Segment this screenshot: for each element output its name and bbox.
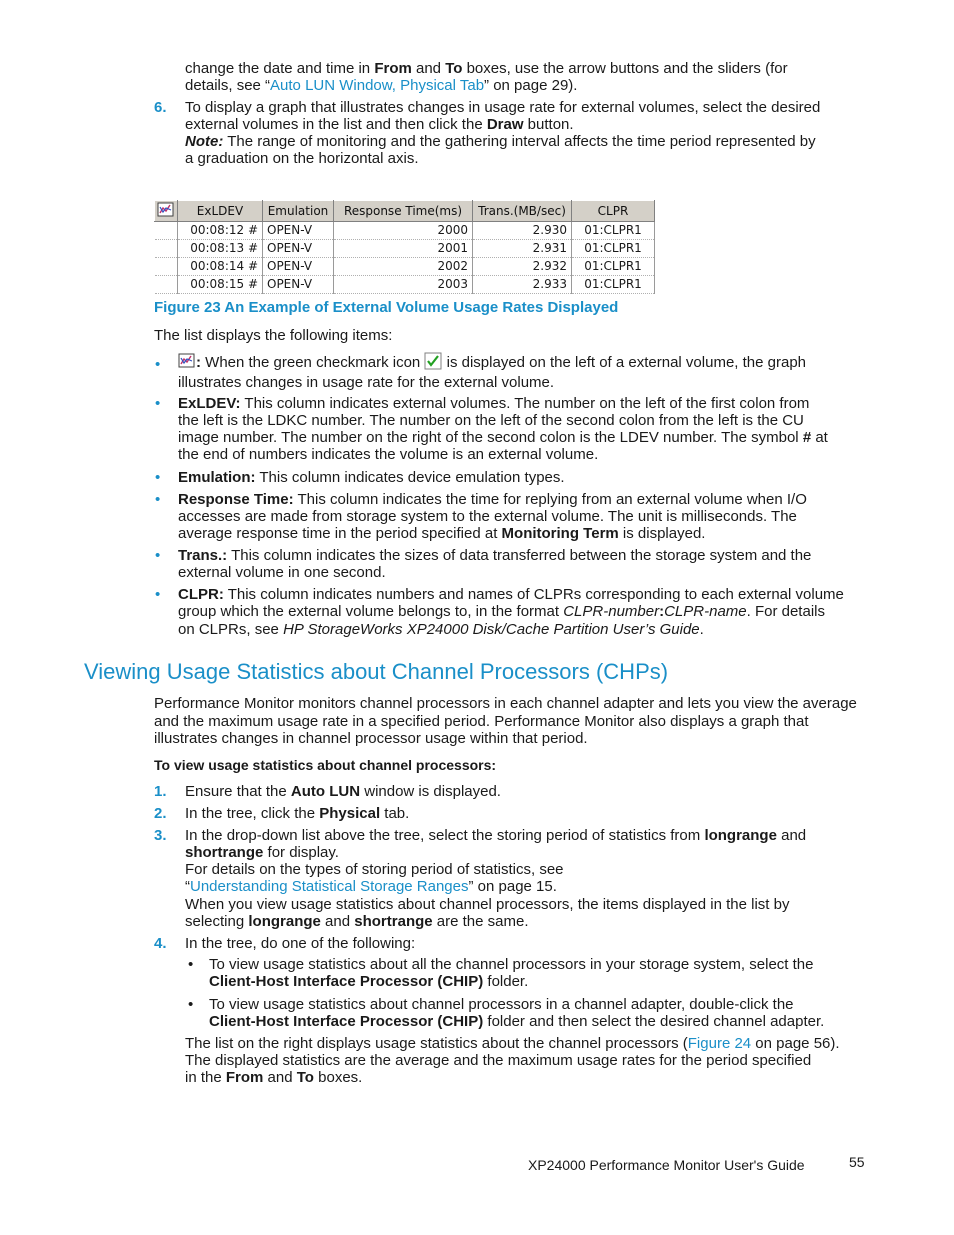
response-time-column-header[interactable]: Response Time(ms) — [334, 201, 473, 222]
step-3-line-6: selecting longrange and shortrange are the same. — [185, 913, 529, 930]
bullet-marker: • — [155, 469, 161, 486]
graph-checkbox-cell[interactable] — [155, 240, 178, 258]
bullet-clpr: CLPR: This column indicates numbers and names of CLPRs corresponding to each external volume — [178, 586, 844, 603]
bullet-marker: • — [155, 491, 161, 508]
exldev-cell: 00:08:12 # — [178, 222, 263, 240]
step-3-line-2: shortrange for display. — [185, 844, 339, 861]
step-3-line-3: For details on the types of storing period of statistics, see — [185, 861, 564, 878]
response-time-cell: 2002 — [334, 258, 473, 276]
step-3-line-1: In the drop-down list above the tree, select the storing period of statistics from longrange and — [185, 827, 807, 844]
auto-lun-window-link[interactable]: Auto LUN Window, Physical Tab — [270, 77, 485, 94]
figure-24-link[interactable]: Figure 24 — [687, 1035, 752, 1052]
table-header-row — [155, 201, 655, 222]
exldev-cell: 00:08:13 # — [178, 240, 263, 258]
intro-line-1: change the date and time in From and To boxes, use the arrow buttons and the sliders (for — [185, 60, 788, 77]
step-2-number: 2. — [154, 805, 167, 822]
bullet-graph-icon-item: : When the green checkmark icon is displayed on the left of a external volume, the graph — [178, 352, 806, 371]
step-3-number: 3. — [154, 827, 167, 844]
intro-line-2: details, see “Auto LUN Window, Physical Tab” on page 29). — [185, 77, 578, 94]
statistical-storage-ranges-link[interactable]: Understanding Statistical Storage Ranges — [190, 878, 469, 895]
bullet-marker: • — [155, 547, 161, 564]
procedure-heading: To view usage statistics about channel processors: — [154, 757, 497, 773]
exldev-column-header[interactable]: ExLDEV — [178, 201, 263, 222]
step-3-line-4: “Understanding Statistical Storage Ranges” on page 15. — [185, 878, 557, 895]
green-checkmark-icon — [424, 352, 442, 370]
bullet-exldev: ExLDEV: This column indicates external volumes. The number on the left of the first colon from — [178, 395, 810, 412]
emulation-cell: OPEN-V — [263, 258, 334, 276]
trans-cell: 2.932 — [473, 258, 572, 276]
trans-cell: 2.930 — [473, 222, 572, 240]
footer-title: XP24000 Performance Monitor User's Guide — [528, 1157, 805, 1173]
exldev-cell: 00:08:15 # — [178, 276, 263, 294]
step-1-text: Ensure that the Auto LUN window is displayed. — [185, 783, 501, 800]
step-6-line-2: external volumes in the list and then click the Draw button. — [185, 116, 574, 133]
section-para-line-1: Performance Monitor monitors channel processors in each channel adapter and lets you view the average — [154, 695, 857, 712]
table-row[interactable] — [155, 240, 655, 258]
clpr-column-header[interactable]: CLPR — [572, 201, 655, 222]
step-4-para-line-2: The displayed statistics are the average and the maximum usage rates for the period specified — [185, 1052, 812, 1069]
bullet-response-time-line-2: accesses are made from storage system to the external volume. The unit is milliseconds. The — [178, 508, 797, 525]
graph-checkbox-cell[interactable] — [155, 222, 178, 240]
bullet-response-time: Response Time: This column indicates the time for replying from an external volume when I/O — [178, 491, 807, 508]
step-6-note-line-2: a graduation on the horizontal axis. — [185, 150, 419, 167]
bullet-1-line-2: illustrates changes in usage rate for the external volume. — [178, 374, 555, 391]
note-label: Note: — [185, 133, 224, 150]
clpr-cell: 01:CLPR1 — [572, 222, 655, 240]
bullet-marker: • — [155, 586, 161, 603]
section-title: Viewing Usage Statistics about Channel Processors (CHPs) — [84, 659, 669, 684]
graph-checkbox-cell[interactable] — [155, 276, 178, 294]
bullet-exldev-line-4: the end of numbers indicates the volume is an external volume. — [178, 446, 599, 463]
trans-cell: 2.931 — [473, 240, 572, 258]
bullet-trans-line-2: external volume in one second. — [178, 564, 386, 581]
step-6-number: 6. — [154, 99, 167, 116]
response-time-cell: 2000 — [334, 222, 473, 240]
table-row[interactable] — [155, 276, 655, 294]
page-number: 55 — [849, 1154, 865, 1170]
figure-caption: Figure 23 An Example of External Volume Usage Rates Displayed — [154, 299, 619, 316]
response-time-cell: 2001 — [334, 240, 473, 258]
graph-checkbox-cell[interactable] — [155, 258, 178, 276]
graph-checkmark-icon — [157, 201, 175, 219]
step-3-line-5: When you view usage statistics about channel processors, the items displayed in the list by — [185, 896, 790, 913]
trans-cell: 2.933 — [473, 276, 572, 294]
sub-bullet-1-line-2: Client-Host Interface Processor (CHIP) folder. — [209, 973, 529, 990]
table-row[interactable] — [155, 258, 655, 276]
sub-bullet-marker: • — [188, 956, 194, 973]
bullet-exldev-line-2: the left is the LDKC number. The number on the left of the second colon from the left is the CU — [178, 412, 804, 429]
clpr-cell: 01:CLPR1 — [572, 258, 655, 276]
clpr-cell: 01:CLPR1 — [572, 276, 655, 294]
section-para-line-3: illustrates changes in channel processor usage within that period. — [154, 730, 588, 747]
bullet-trans: Trans.: This column indicates the sizes of data transferred between the storage system and the — [178, 547, 812, 564]
step-4-text: In the tree, do one of the following: — [185, 935, 416, 952]
external-volume-table — [154, 200, 669, 294]
sub-bullet-1-line-1: To view usage statistics about all the channel processors in your storage system, select the — [209, 956, 814, 973]
sub-bullet-2-line-1: To view usage statistics about channel processors in a channel adapter, double-click the — [209, 996, 794, 1013]
sub-bullet-marker: • — [188, 996, 194, 1013]
bullet-emulation: Emulation: This column indicates device emulation types. — [178, 469, 565, 486]
emulation-cell: OPEN-V — [263, 240, 334, 258]
emulation-cell: OPEN-V — [263, 222, 334, 240]
step-6-note: Note: The range of monitoring and the gathering interval affects the time period represented by — [185, 133, 816, 150]
step-4-number: 4. — [154, 935, 167, 952]
emulation-column-header[interactable]: Emulation — [263, 201, 334, 222]
graph-column-header[interactable] — [155, 201, 178, 222]
bullet-clpr-line-2: group which the external volume belongs to, in the format CLPR-number:CLPR-name. For details — [178, 603, 825, 620]
step-4-para-line-3: in the From and To boxes. — [185, 1069, 363, 1086]
step-6-line-1: To display a graph that illustrates changes in usage rate for external volumes, select the desired — [185, 99, 821, 116]
exldev-cell: 00:08:14 # — [178, 258, 263, 276]
bullet-response-time-line-3: average response time in the period specified at Monitoring Term is displayed. — [178, 525, 706, 542]
emulation-cell: OPEN-V — [263, 276, 334, 294]
bullet-clpr-line-3: on CLPRs, see HP StorageWorks XP24000 Disk/Cache Partition User’s Guide. — [178, 621, 704, 638]
bullet-exldev-line-3: image number. The number on the right of the second colon is the LDEV number. The symbol # at — [178, 429, 828, 446]
response-time-cell: 2003 — [334, 276, 473, 294]
section-para-line-2: and the maximum usage rate in a specified period. Performance Monitor also displays a graph that — [154, 713, 809, 730]
graph-icon — [178, 352, 196, 370]
trans-column-header[interactable]: Trans.(MB/sec) — [473, 201, 572, 222]
bullet-marker: • — [155, 356, 161, 373]
table-row[interactable] — [155, 222, 655, 240]
bullet-marker: • — [155, 395, 161, 412]
list-intro: The list displays the following items: — [154, 327, 393, 344]
step-1-number: 1. — [154, 783, 167, 800]
clpr-cell: 01:CLPR1 — [572, 240, 655, 258]
step-2-text: In the tree, click the Physical tab. — [185, 805, 410, 822]
sub-bullet-2-line-2: Client-Host Interface Processor (CHIP) folder and then select the desired channel adapter. — [209, 1013, 825, 1030]
step-4-para-line-1: The list on the right displays usage statistics about the channel processors (Figure 24 on page 56). — [185, 1035, 840, 1052]
